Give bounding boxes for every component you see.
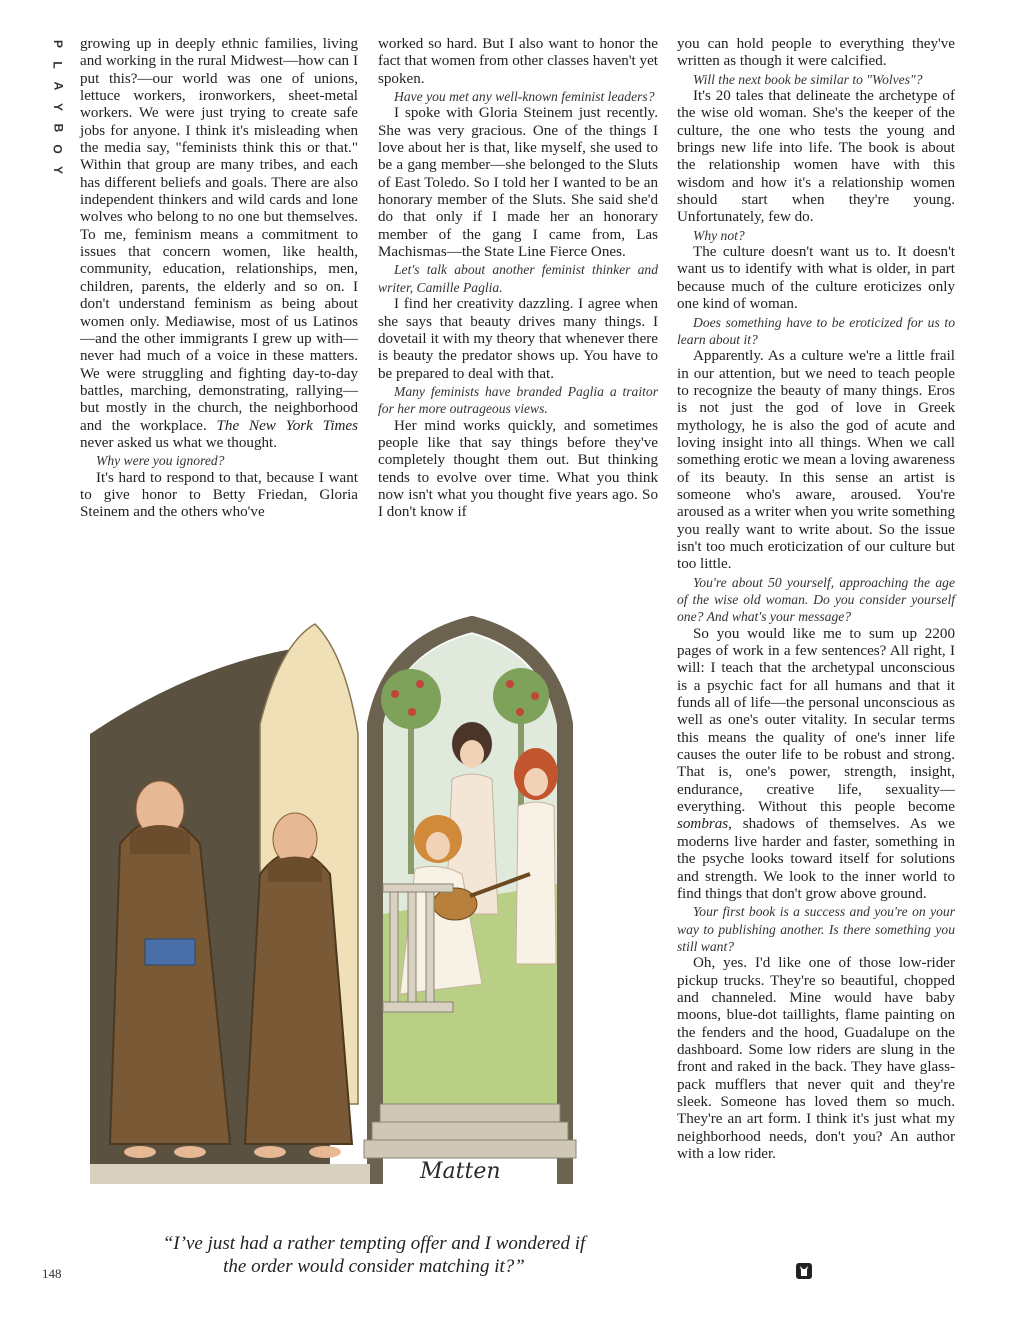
masthead-letter: A bbox=[50, 81, 65, 91]
caption-line: the order would consider matching it?” bbox=[223, 1256, 525, 1277]
tree-left bbox=[381, 669, 441, 729]
interview-question: Many feminists have branded Paglia a traitor for her more outrageous views. bbox=[378, 383, 658, 417]
answer-paragraph: The culture doesn't want us to. It doesn't want us to identify with what is older, in part because much of the culture eroticizes only one kind of woman. bbox=[677, 244, 955, 313]
masthead-letter: L bbox=[51, 61, 65, 69]
interview-question: Why were you ignored? bbox=[96, 453, 225, 469]
answer-paragraph: It's hard to respond to that, because I want to give honor to Betty Friedan, Gloria Steinem and the others who've bbox=[80, 469, 358, 521]
text-column-3 bbox=[677, 36, 955, 1163]
woman-figure bbox=[514, 748, 558, 964]
masthead-letter: Y bbox=[50, 165, 65, 175]
cartoon-illustration bbox=[90, 584, 658, 1220]
artist-signature: Matten bbox=[420, 1159, 501, 1184]
masthead-letter: B bbox=[50, 123, 65, 133]
cartoon-caption bbox=[90, 1232, 658, 1278]
answer-paragraph: worked so hard. But I also want to honor the fact that women from other classes haven't yet spoken. bbox=[378, 36, 658, 87]
interview-question: Why not? bbox=[693, 227, 745, 243]
masthead-letter: O bbox=[51, 144, 65, 154]
italic-text: The New York Times bbox=[216, 417, 358, 434]
interview-question: Will the next book be similar to "Wolves"? bbox=[693, 71, 923, 87]
floor bbox=[90, 1164, 370, 1184]
text-column-2 bbox=[378, 36, 658, 522]
italic-text: sombras, bbox=[677, 816, 732, 833]
book-icon bbox=[145, 939, 195, 965]
answer-paragraph: I find her creativity dazzling. I agree when she says that beauty drives many things. I dovetail it with my theory that whenever there is beauty the predator shows up. You have to be prepared to deal with that. bbox=[378, 296, 658, 382]
blank bbox=[90, 1184, 658, 1220]
interview-question: Your first book is a success and you're on your way to publishing another. Is there something you still want? bbox=[677, 904, 955, 954]
tree-trunk bbox=[408, 704, 414, 874]
answer-paragraph: you can hold people to everything they've written as though it were calcified. bbox=[677, 36, 955, 70]
cartoon-drawing bbox=[90, 584, 658, 1220]
answer-paragraph: Her mind works quickly, and sometimes people like that say things before they've completely thought them out. But thinking tends to evolve over time. What you think now isn't what you thought five years ago. So I don't know if bbox=[378, 417, 658, 521]
interview-question: You're about 50 yourself, approaching the age of the wise old woman. Do you consider yourself one? And what's your message? bbox=[677, 574, 955, 625]
masthead bbox=[48, 38, 68, 176]
rabbit-head-icon bbox=[796, 1263, 812, 1279]
steps bbox=[364, 1104, 576, 1158]
answer-paragraph: It's 20 tales that delineate the archetype of the wise old woman. She's the keeper of the culture, the one who tests the young and brings new life into life. The book is about the relationship women have with this wisdom and how it's a relationship women should start when they're young. Unfortunately, few do. bbox=[677, 88, 955, 226]
text-column-1 bbox=[80, 36, 358, 522]
interview-question: Have you met any well-known feminist leaders? bbox=[394, 89, 655, 105]
caption-line: “I’ve just had a rather tempting offer and I wondered if bbox=[162, 1233, 586, 1254]
interview-question: Does something have to be eroticized for us to learn about it? bbox=[677, 314, 955, 347]
answer-paragraph: growing up in deeply ethnic families, living and working in the rural Midwest—how can I put this?—our world was one of unions, lettuce workers, ironworkers, sheet-metal workers. We were just trying to create safe jobs for anyone. I think it's misleading when the media say, "feminists think this or that." Within that group are many tribes, and each has different beliefs and goals. There are also independent thinkers and wild cards and lone wolves who belong to no one but themselves. To me, feminism means a commitment to issues that concern women, like health, community, education, relationships, men, children, parents, the elderly and so on. I don't understand feminism as being about women only. Mediawise, most of us Latinos—and the other immigrants I grew up with—never had much of a voice in these matters. We were struggling and fighting day-to-day battles, marching, demonstrating, rallying—but mostly in the church, the neighborhood and the workplace. The New York Times never asked us what we thought. bbox=[80, 36, 358, 451]
interview-question: Let's talk about another feminist thinker and writer, Camille Paglia. bbox=[378, 262, 658, 295]
answer-paragraph: I spoke with Gloria Steinem just recently. She was very gracious. One of the things I love about her is that, like myself, she used to be a gang member—she belonged to the Sluts of East Toledo. So I told her I wanted to be an honorary member of the Sluts. She said she'd do that only if I made her an honorary member of the gang I came from, Las Machismas—the State Line Fierce Ones. bbox=[378, 105, 658, 261]
answer-paragraph: So you would like me to sum up 2200 pages of work in a few sentences? All right, I will: I teach that the archetypal unconscious is a psychic fact for all humans and that it funds all of life—the personal unconscious as well as one's outer vitality. In secular terms this means the quality of one's inner life causes the outer life to be robust and strong. That is, one's power, strength, insight, endurance, creative life, sexuality—everything. Without this people become sombras, shadows of themselves. As we moderns live harder and faster, something in the psyche looks toward itself for solutions and strength. We look to the inner world to find things that don't grow above ground. bbox=[677, 625, 955, 902]
masthead-letter: P bbox=[50, 39, 65, 49]
answer-paragraph: Apparently. As a culture we're a little frail in our attention, but we need to teach people to recognize the beauty of many things. Eros is not just the god of love in Greek mythology, he is also the god of acute and loving insight into all things. When we call something erotic we mean a loving awareness of its beauty. In this sense an artist is someone who's aware, aroused. You're aroused as a writer when you write something you really want to write about. So the issue isn't too much eroticization of our culture but too little. bbox=[677, 348, 955, 573]
page-number: 148 bbox=[42, 1266, 62, 1281]
answer-paragraph: Oh, yes. I'd like one of those low-rider pickup trucks. They're so beautiful, chopped and channeled. Mine would have baby moons, blue-dot taillights, flame painting on the fenders and the hood, Guadalupe on the dashboard. Some low riders are slung in the front and raked in the back. They have glass-pack mufflers that never quit and they're sleek. Someone has loved them so much. They're an art form. I think it's just what my neighborhood needs, don't you? An author with a low rider. bbox=[677, 955, 955, 1162]
masthead-letter: Y bbox=[50, 102, 65, 112]
